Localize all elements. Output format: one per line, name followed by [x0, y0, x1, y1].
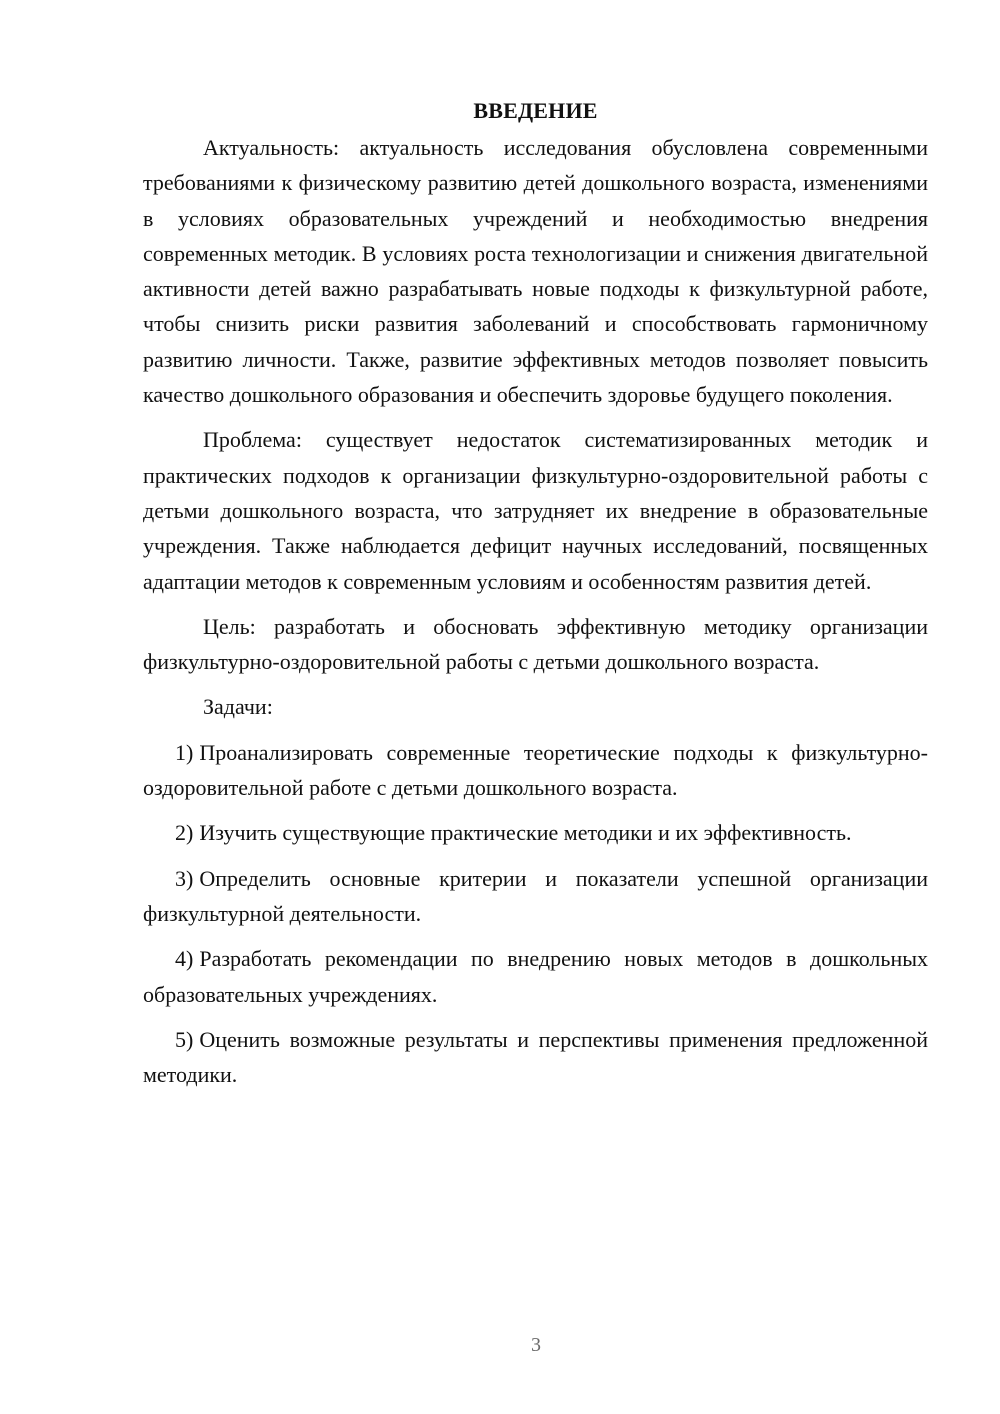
task-number: 5) [175, 1026, 194, 1052]
task-text: Изучить существующие практические методики и их эффективность. [199, 820, 852, 846]
task-item-2 [143, 815, 928, 850]
task-item-3 [143, 861, 928, 932]
task-text: Проанализировать современные теоретические подходы к физкультурно-оздоровительной работе с детьми дошкольного возраста. [143, 739, 928, 801]
task-item-4 [143, 941, 928, 1012]
task-item-5 [143, 1022, 928, 1093]
task-item-1 [143, 735, 928, 806]
page-number: 3 [531, 1334, 541, 1356]
page-content [143, 93, 928, 1102]
task-number: 2) [175, 820, 194, 846]
task-text: Разработать рекомендации по внедрению новых методов в дошкольных образовательных учреждениях. [143, 946, 928, 1007]
task-number: 1) [175, 739, 194, 765]
paragraph-relevance: Актуальность: актуальность исследования обусловлена современными требованиями к физическому развитию детей дошкольного возраста, изменениями в условиях образовательных учреждений и необходимостью внедрения современных методик. В условиях роста технологизации и снижения двигательной активности детей важно разрабатывать новые подходы к физкультурной работе, чтобы снизить риски развития заболеваний и способствовать гармоничному развитию личности. Также, развитие эффективных методов позволяет повысить качество дошкольного образования и обеспечить здоровье будущего поколения. [143, 135, 928, 408]
task-number: 4) [175, 946, 194, 972]
paragraph-goal: Цель: разработать и обосновать эффективную методику организации физкультурно-оздоровительной работы с детьми дошкольного возраста. [143, 613, 928, 675]
section-heading: ВВЕДЕНИЕ [473, 98, 598, 123]
task-number: 3) [175, 865, 194, 891]
task-text: Определить основные критерии и показатели успешной организации физкультурной деятельности. [143, 865, 928, 926]
paragraph-problem: Проблема: существует недостаток систематизированных методик и практических подходов к организации физкультурно-оздоровительной работы с детьми дошкольного возраста, что затрудняет их внедрение в образовательные учреждения. Также наблюдается дефицит научных исследований, посвященных адаптации методов к современным условиям и особенностям развития детей. [143, 427, 928, 594]
tasks-label: Задачи: [203, 694, 273, 720]
task-text: Оценить возможные результаты и перспективы применения предложенной методики. [143, 1026, 928, 1088]
